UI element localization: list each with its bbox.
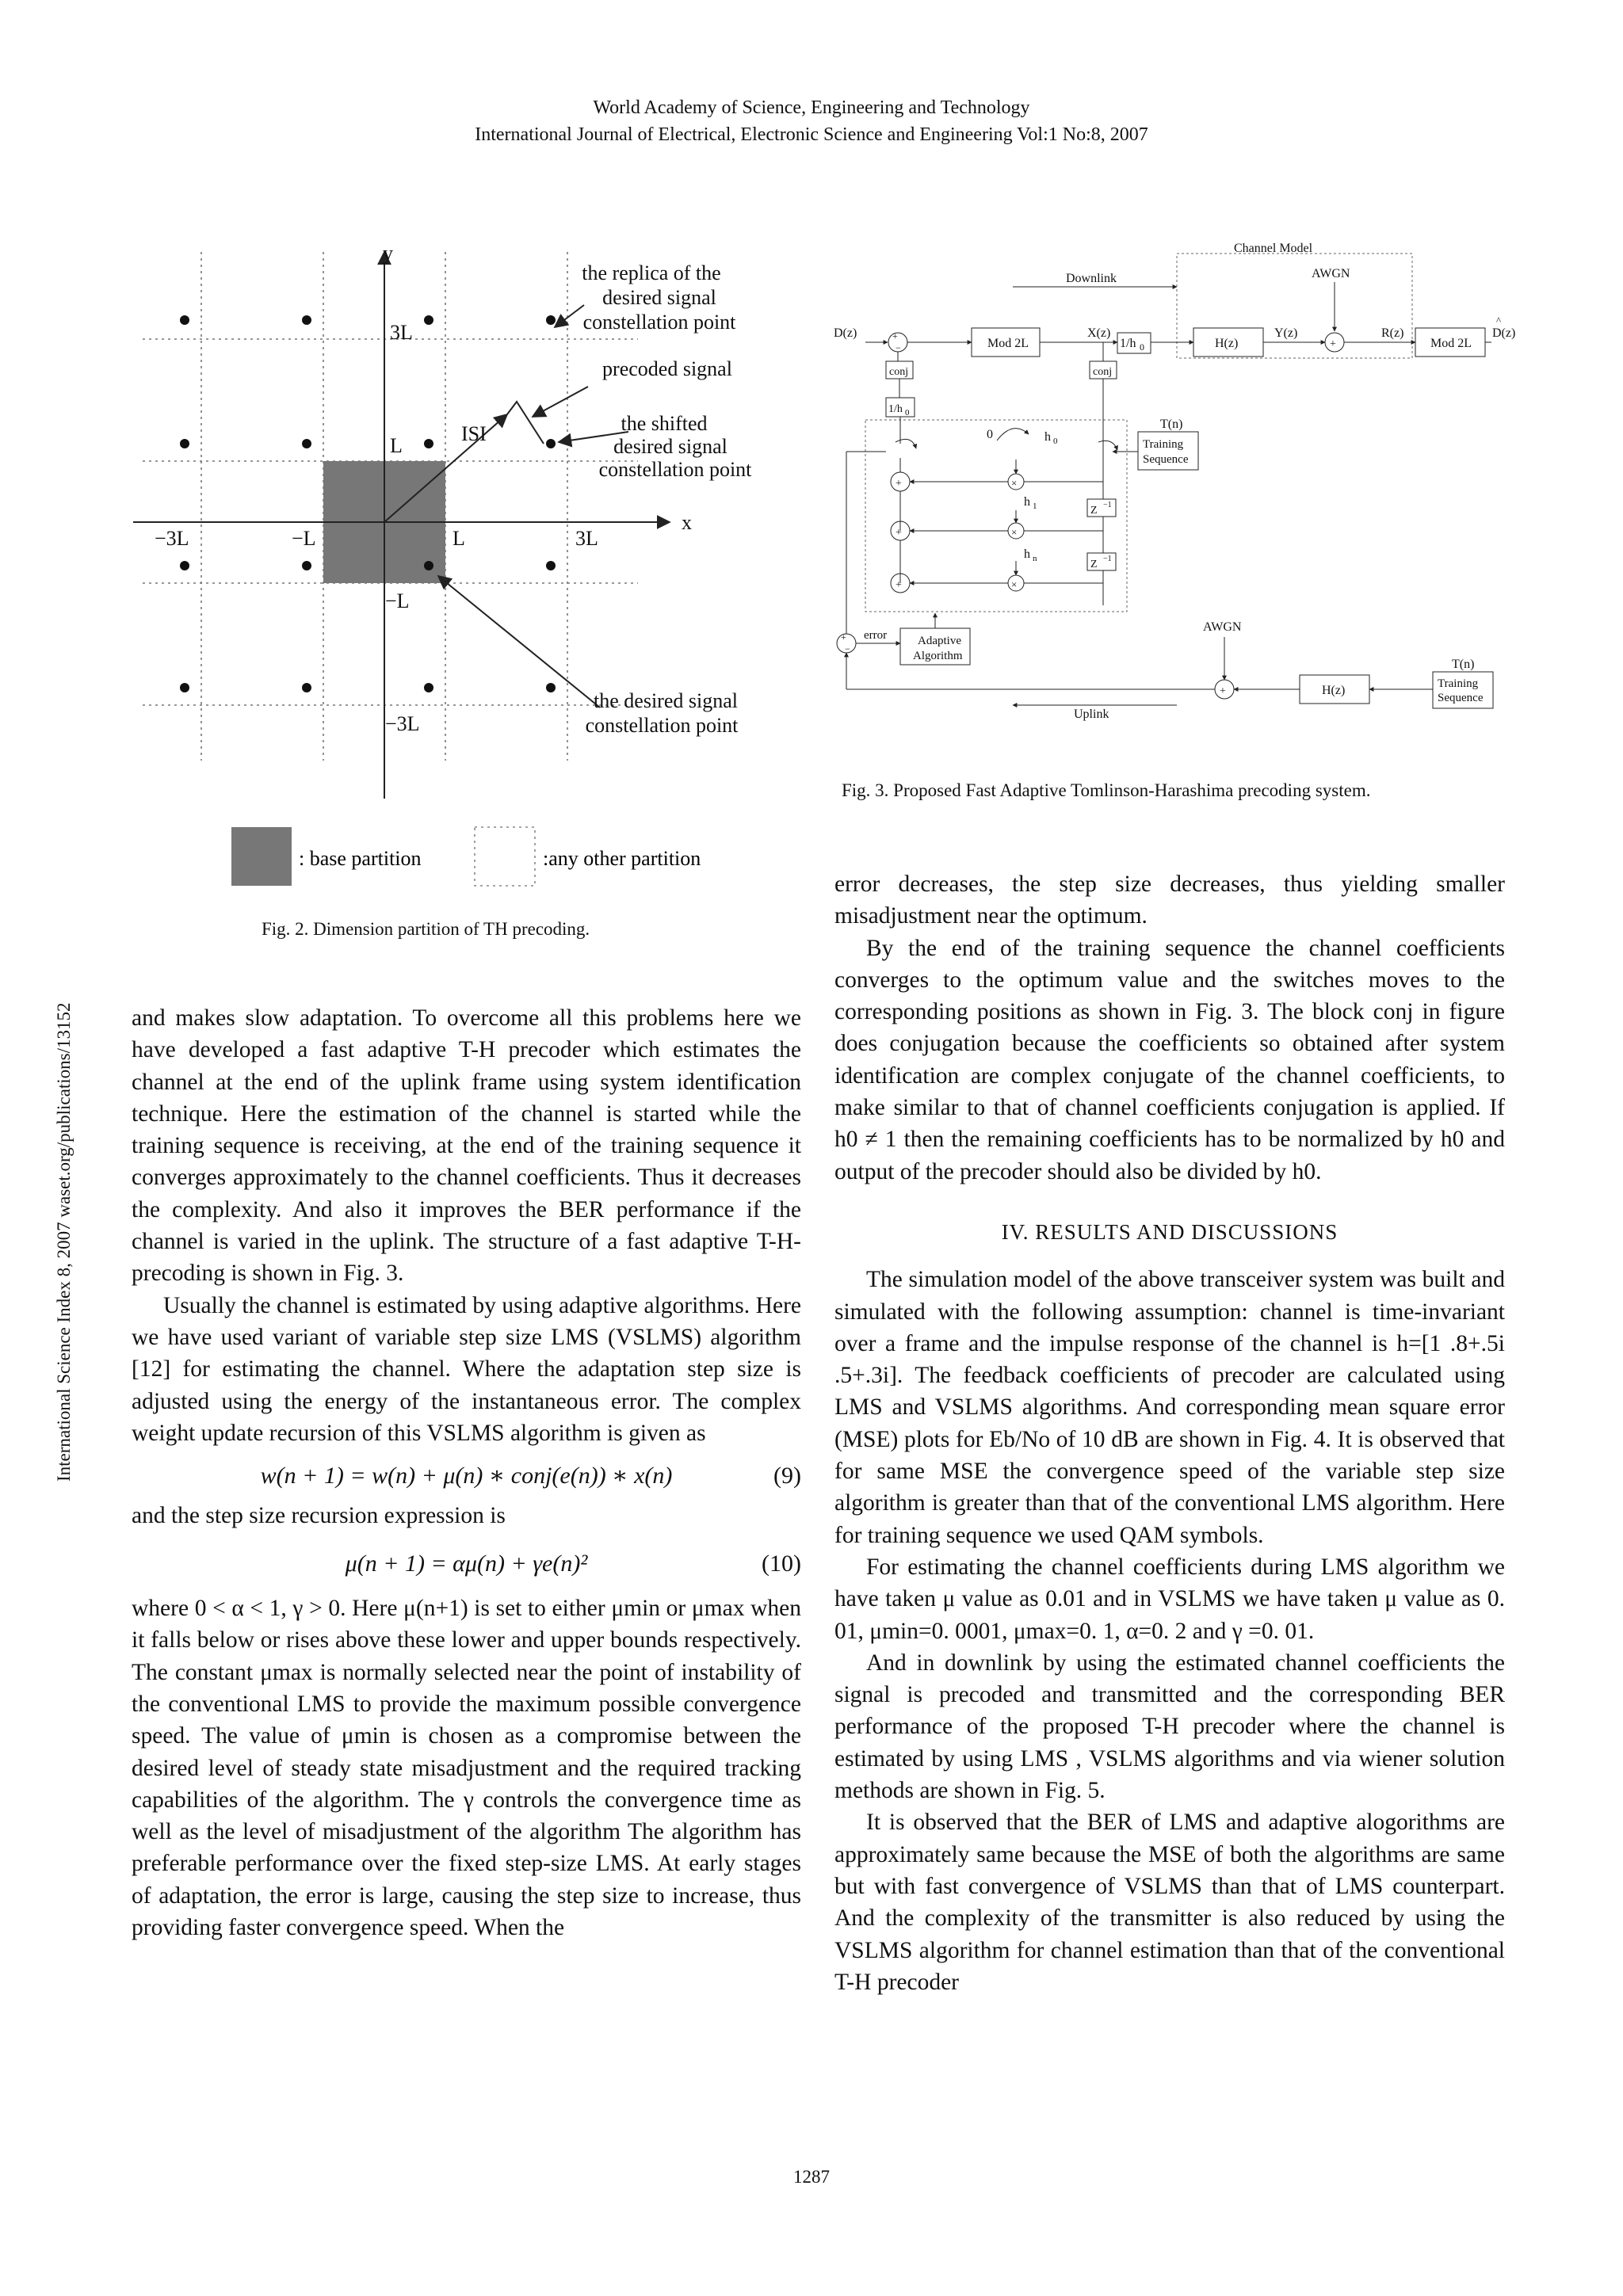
h0-label: h [1044, 430, 1051, 444]
uplink-label: Uplink [1074, 707, 1109, 721]
fig3-caption: Fig. 3. Proposed Fast Adaptive Tomlinson-Harashima precoding system. [842, 780, 1371, 800]
svg-text:−: − [845, 643, 850, 654]
xz-label: X(z) [1087, 326, 1111, 340]
svg-text:+: + [1220, 685, 1226, 697]
sidebar-text[interactable]: International Science Index 8, 2007 waset.org/publications/13152 [54, 1002, 74, 1482]
svg-text:−: − [896, 342, 901, 353]
equation-9 [132, 1460, 801, 1492]
hn-label: h [1024, 547, 1030, 561]
svg-text:+: + [1330, 338, 1336, 350]
left-paragraph-4: where 0 < α < 1, γ > 0. Here μ(n+1) is set to either μmin or μmax when it falls below or rises above these lower and upper bounds respectively. The constant μmax is normally selected near the point of instability of the conventional LMS to provide the maximum possible convergence speed. The value of μmin is chosen as a compromise between the desired level of steady state misadjustment and the required tracking capabilities of the algorithm. The γ controls the convergence time as well as the level of misadjustment of the algorithm The algorithm has preferable performance over the fixed step-size LMS. At early stages of adaptation, the error is large, causing the step size to increase, thus providing faster convergence speed. When the [132, 1596, 801, 1941]
svg-text:−1: −1 [1103, 501, 1112, 509]
h1-label: h [1024, 495, 1030, 509]
fig3-block-diagram [824, 234, 1522, 725]
conj-label-2: conj [1093, 366, 1113, 378]
equation-10-body: μ(n + 1) = αμ(n) + γe(n)² [345, 1550, 588, 1577]
svg-text:+: + [892, 330, 898, 341]
shifted-label-3: constellation point [598, 458, 752, 481]
dz-label: D(z) [834, 326, 857, 340]
mod2l-label-1: Mod 2L [987, 337, 1029, 350]
svg-text:0: 0 [905, 408, 910, 418]
tick-mL-x: −L [292, 527, 316, 550]
journal-header-line2: International Journal of Electrical, Electronic Science and Engineering Vol:1 No:8, 2007 [475, 124, 1148, 145]
dhat-label: D(z) [1492, 326, 1516, 340]
right-paragraph-1: error decreases, the step size decreases, thus yielding smaller misadjustment near the optimum. [834, 871, 1505, 929]
tick-3L-top: 3L [390, 321, 413, 344]
svg-text:+: + [896, 527, 902, 539]
right-paragraph-2: By the end of the training sequence the channel coefficients converges to the optimum value and the switches moves to the corresponding positions as shown in Fig. 3. The block conj in figure does conjugation because the coefficients so obtained after system identification are complex conjugate of the channel coefficients, to make similar to that of channel coefficients conjugation is applied. If h0 ≠ 1 then the remaining coefficients has to be normalized by h0 and output of the precoder should also be divided by h0. [834, 935, 1505, 1184]
svg-text:+: + [896, 579, 902, 591]
isi-label: ISI [461, 422, 487, 445]
legend-base-label: : base partition [299, 847, 422, 870]
conj-label-1: conj [889, 366, 909, 378]
replica-label-3: constellation point [582, 311, 736, 334]
svg-text:×: × [1011, 477, 1018, 489]
page-number: 1287 [793, 2167, 830, 2187]
zero-label: 0 [987, 428, 993, 441]
tn-label-1: T(n) [1160, 418, 1183, 431]
zinv-label-2: Z [1090, 559, 1098, 570]
desired-label-1: the desired signal [594, 689, 738, 712]
desired-label-2: constellation point [585, 714, 739, 737]
equation-10-number: (10) [762, 1550, 801, 1577]
awgn-top-label: AWGN [1312, 267, 1350, 280]
equation-10 [132, 1548, 801, 1580]
right-paragraph-6: It is observed that the BER of LMS and adaptive alogorithms are approximately same because the MSE of both the algorithms are same but with fast convergence of VSLMS than that of LMS counterpart. And the complexity of the transmitter is also reduced by using the VSLMS algorithm for channel estimation than that of the conventional T-H precoder [834, 1810, 1505, 1995]
svg-text:+: + [841, 631, 846, 643]
hz-label-2: H(z) [1322, 684, 1346, 697]
precoded-label: precoded signal [602, 357, 732, 380]
svg-text:^: ^ [1496, 315, 1502, 326]
tick-m3L-y: −3L [385, 712, 420, 735]
tick-L-x: L [453, 527, 465, 550]
svg-text:×: × [1011, 526, 1018, 538]
shifted-label-2: desired signal [613, 435, 727, 458]
replica-label-2: desired signal [602, 286, 716, 309]
tn-label-2: T(n) [1452, 658, 1475, 671]
svg-text:+: + [896, 478, 902, 490]
inv-h0b-label: 1/h [888, 403, 903, 415]
left-paragraph-1: and makes slow adaptation. To overcome all this problems here we have developed a fast adaptive T-H precoder which estimates the channel at the end of the uplink frame using system identification technique. Here the estimation of the channel is started while the training sequence is receiving, at the end of the training sequence it converges approximately to the channel coefficients. Thus it decreases the complexity. And also it improves the BER performance if the channel is varied in the uplink. The structure of a fast adaptive T-H-precoding is shown in Fig. 3. [132, 1005, 801, 1287]
svg-text:n: n [1033, 554, 1037, 563]
inv-h0-label: 1/h [1120, 337, 1136, 350]
rz-label: R(z) [1381, 326, 1404, 340]
fig2-constellation-diagram [127, 230, 840, 927]
section-heading: IV. RESULTS AND DISCUSSIONS [1001, 1219, 1338, 1244]
sequence-label-1: Sequence [1143, 453, 1189, 466]
legend-other-swatch [475, 827, 535, 886]
svg-text:0: 0 [1053, 437, 1058, 446]
hz-label-1: H(z) [1215, 337, 1239, 350]
sequence-label-2: Sequence [1438, 692, 1484, 704]
replica-pointer [555, 305, 584, 327]
x-axis-label: x [682, 511, 692, 534]
right-paragraph-3: The simulation model of the above transceiver system was built and simulated with the following assumption: channel is time-invariant over a frame and the impulse response of the channel is h=[1 .8+.5i .5+.3i]. The feedback coefficients of precoder are calculated using LMS and VSLMS algorithms. And corresponding mean square error (MSE) plots for Eb/No of 10 dB are shown in Fig. 4. It is observed that for same MSE the convergence speed of the variable step size algorithm is greater than that of the conventional LMS algorithm. Here for training sequence we used QAM symbols. [834, 1267, 1505, 1548]
desired-pointer [438, 576, 600, 707]
tick-L-top: L [390, 434, 403, 457]
downlink-label: Downlink [1066, 272, 1117, 285]
training-label-1: Training [1143, 438, 1184, 451]
adaptive-label-2: Algorithm [913, 650, 963, 662]
svg-text:1: 1 [1033, 502, 1037, 511]
y-axis-label: y [383, 242, 393, 265]
right-column [834, 868, 1505, 1998]
svg-text:×: × [1011, 578, 1018, 590]
mod2l-label-2: Mod 2L [1430, 337, 1472, 350]
equation-9-number: (9) [773, 1463, 801, 1489]
svg-text:−1: −1 [1103, 555, 1112, 563]
yz-label: Y(z) [1274, 326, 1298, 340]
tick-mL-y: −L [385, 589, 410, 612]
journal-header-line1: World Academy of Science, Engineering and Technology [593, 97, 1030, 118]
zinv-label-1: Z [1090, 505, 1098, 517]
training-label-2: Training [1438, 677, 1479, 690]
equation-9-body: w(n + 1) = w(n) + μ(n) ∗ conj(e(n)) ∗ x(n) [260, 1463, 673, 1489]
left-paragraph-2: Usually the channel is estimated by using adaptive algorithms. Here we have used variant of variable step size LMS (VSLMS) algorithm [12] for estimating the channel. Where the adaptation step size is adjusted using the energy of the instantaneous error. The complex weight update recursion of this VSLMS algorithm is given as [132, 1292, 801, 1446]
error-label: error [864, 629, 888, 642]
precoded-signal-path [507, 402, 544, 444]
fig2-caption: Fig. 2. Dimension partition of TH precoding. [262, 919, 590, 939]
svg-text:0: 0 [1140, 341, 1144, 353]
tick-m3L-x: −3L [155, 527, 189, 550]
shifted-label-1: the shifted [621, 412, 708, 435]
right-paragraph-5: And in downlink by using the estimated channel coefficients the signal is precoded and transmitted and the corresponding BER performance of the proposed T-H precoder where the channel is estimated by using LMS , VSLMS algorithms and via wiener solution methods are shown in Fig. 5. [834, 1650, 1505, 1804]
adaptive-label-1: Adaptive [918, 635, 961, 647]
replica-label-1: the replica of the [582, 261, 721, 284]
left-paragraph-3: and the step size recursion expression is [132, 1503, 506, 1529]
channel-model-label: Channel Model [1234, 242, 1313, 255]
legend-other-label: :any other partition [543, 847, 701, 870]
right-paragraph-4: For estimating the channel coefficients during LMS algorithm we have taken μ value as 0.01 and in VSLMS we have taken μ value as 0. 01, μmin=0. 0001, μmax=0. 1, α=0. 2 and γ =0. 01. [834, 1554, 1505, 1644]
tick-3L-x: 3L [575, 527, 598, 550]
precoded-pointer [533, 387, 588, 417]
legend-base-swatch [231, 827, 292, 886]
left-column [132, 1002, 801, 1943]
awgn-bottom-label: AWGN [1203, 620, 1242, 634]
